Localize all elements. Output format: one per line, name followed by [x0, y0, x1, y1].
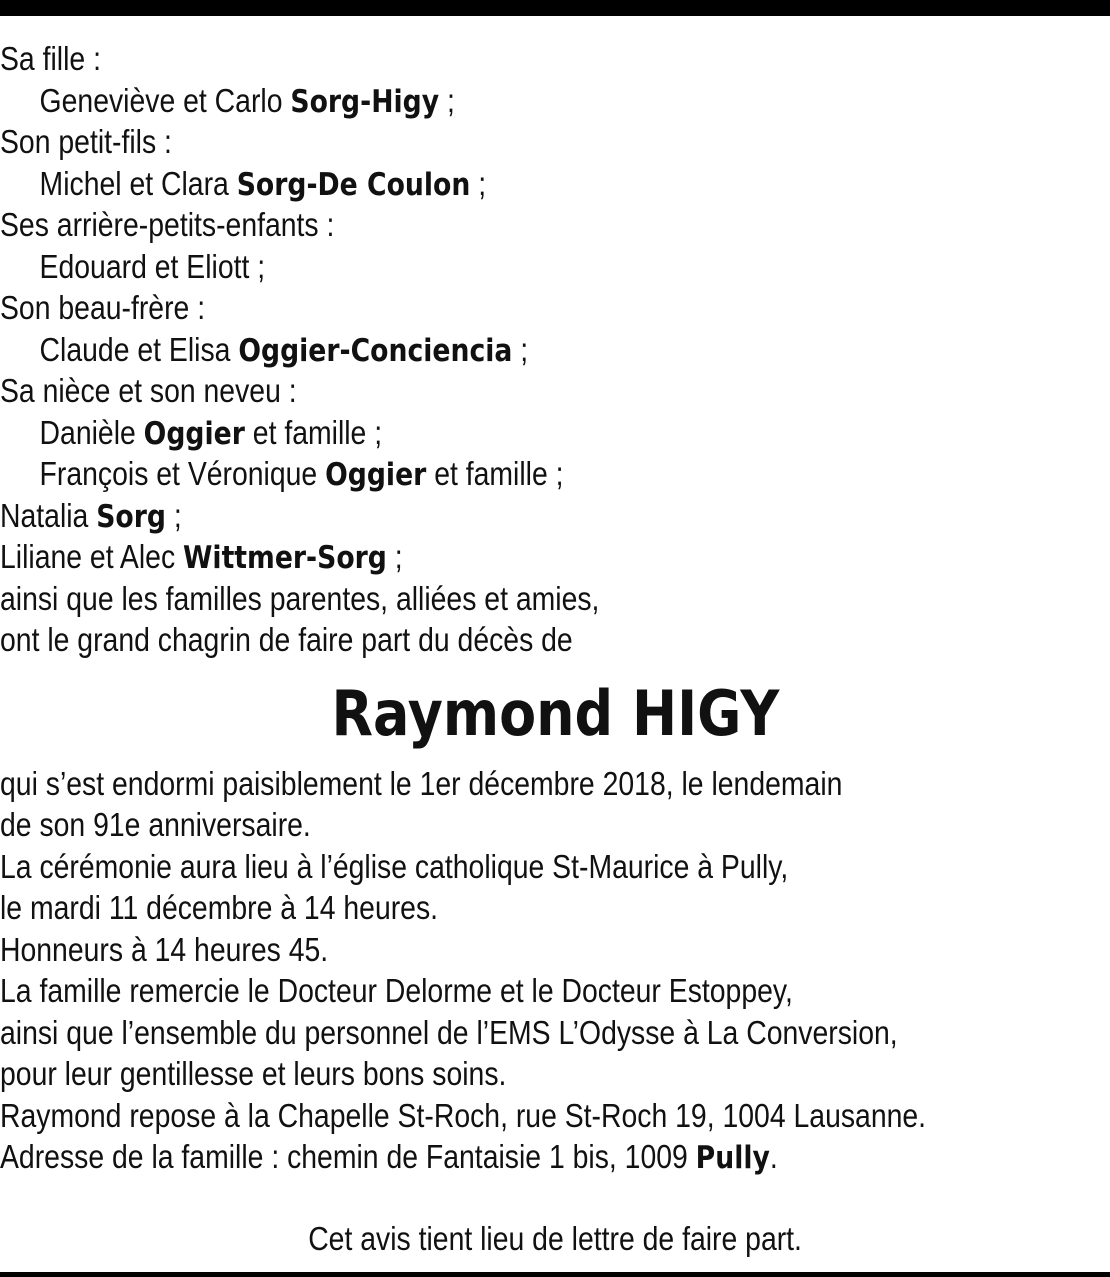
detail-line: Honneurs à 14 heures 45.	[0, 930, 329, 968]
family-member-line: Liliane et Alec Wittmer-Sorg ;	[0, 538, 403, 576]
detail-line: qui s’est endormi paisiblement le 1er décembre 2018, le lendemain	[0, 764, 843, 802]
relation-label: Sa fille :	[0, 40, 101, 77]
detail-line: le mardi 11 décembre à 14 heures.	[0, 889, 439, 926]
family-surname: Sorg-De Coulon	[236, 166, 471, 203]
relation-label: Ses arrière-petits-enfants :	[0, 206, 335, 243]
family-surname: Oggier-Conciencia	[238, 332, 513, 369]
family-surname: Oggier	[325, 457, 427, 493]
family-address-line: Adresse de la famille : chemin de Fantaisie 1 bis, 1009 Pully.	[0, 1138, 778, 1176]
family-member-line: Claude et Elisa Oggier-Conciencia ;	[39, 330, 529, 369]
closing-note: Cet avis tient lieu de lettre de faire part.	[308, 1220, 802, 1257]
relation-label: Son beau-frère :	[0, 289, 206, 326]
family-member-line: Michel et Clara Sorg-De Coulon ;	[39, 164, 487, 203]
notice-text-line: ont le grand chagrin de faire part du décès de	[0, 621, 573, 658]
family-surname: Sorg	[96, 498, 166, 535]
top-border-rule	[0, 0, 1110, 16]
family-member-line: Natalia Sorg ;	[0, 496, 182, 535]
relation-label: Sa nièce et son neveu :	[0, 372, 297, 409]
family-surname: Sorg-Higy	[290, 83, 440, 120]
family-member-line: François et Véronique Oggier et famille ;	[39, 455, 564, 493]
detail-line: Raymond repose à la Chapelle St-Roch, rue St-Roch 19, 1004 Lausanne.	[0, 1096, 927, 1134]
detail-line: La famille remercie le Docteur Delorme et le Docteur Estoppey,	[0, 972, 793, 1009]
notice-text-line: ainsi que les familles parentes, alliées et amies,	[0, 579, 600, 617]
family-member-line: Danièle Oggier et famille ;	[39, 413, 383, 452]
detail-line: La cérémonie aura lieu à l’église catholique St-Maurice à Pully,	[0, 847, 789, 885]
death-notice	[0, 38, 1110, 1178]
detail-line: de son 91e anniversaire.	[0, 806, 311, 843]
detail-line: ainsi que l’ensemble du personnel de l’EMS L’Odysse à La Conversion,	[0, 1013, 898, 1051]
address-city: Pully	[695, 1140, 770, 1176]
bottom-border-rule	[0, 1272, 1110, 1277]
family-member-line: Edouard et Eliott ;	[39, 247, 266, 285]
family-surname: Oggier	[143, 415, 245, 452]
detail-line: pour leur gentillesse et leurs bons soins.	[0, 1055, 507, 1092]
relation-label: Son petit-fils :	[0, 123, 172, 160]
deceased-name-heading: Raymond HIGY	[331, 676, 779, 750]
family-surname: Wittmer-Sorg	[183, 540, 387, 576]
family-member-line: Geneviève et Carlo Sorg-Higy ;	[39, 81, 455, 120]
